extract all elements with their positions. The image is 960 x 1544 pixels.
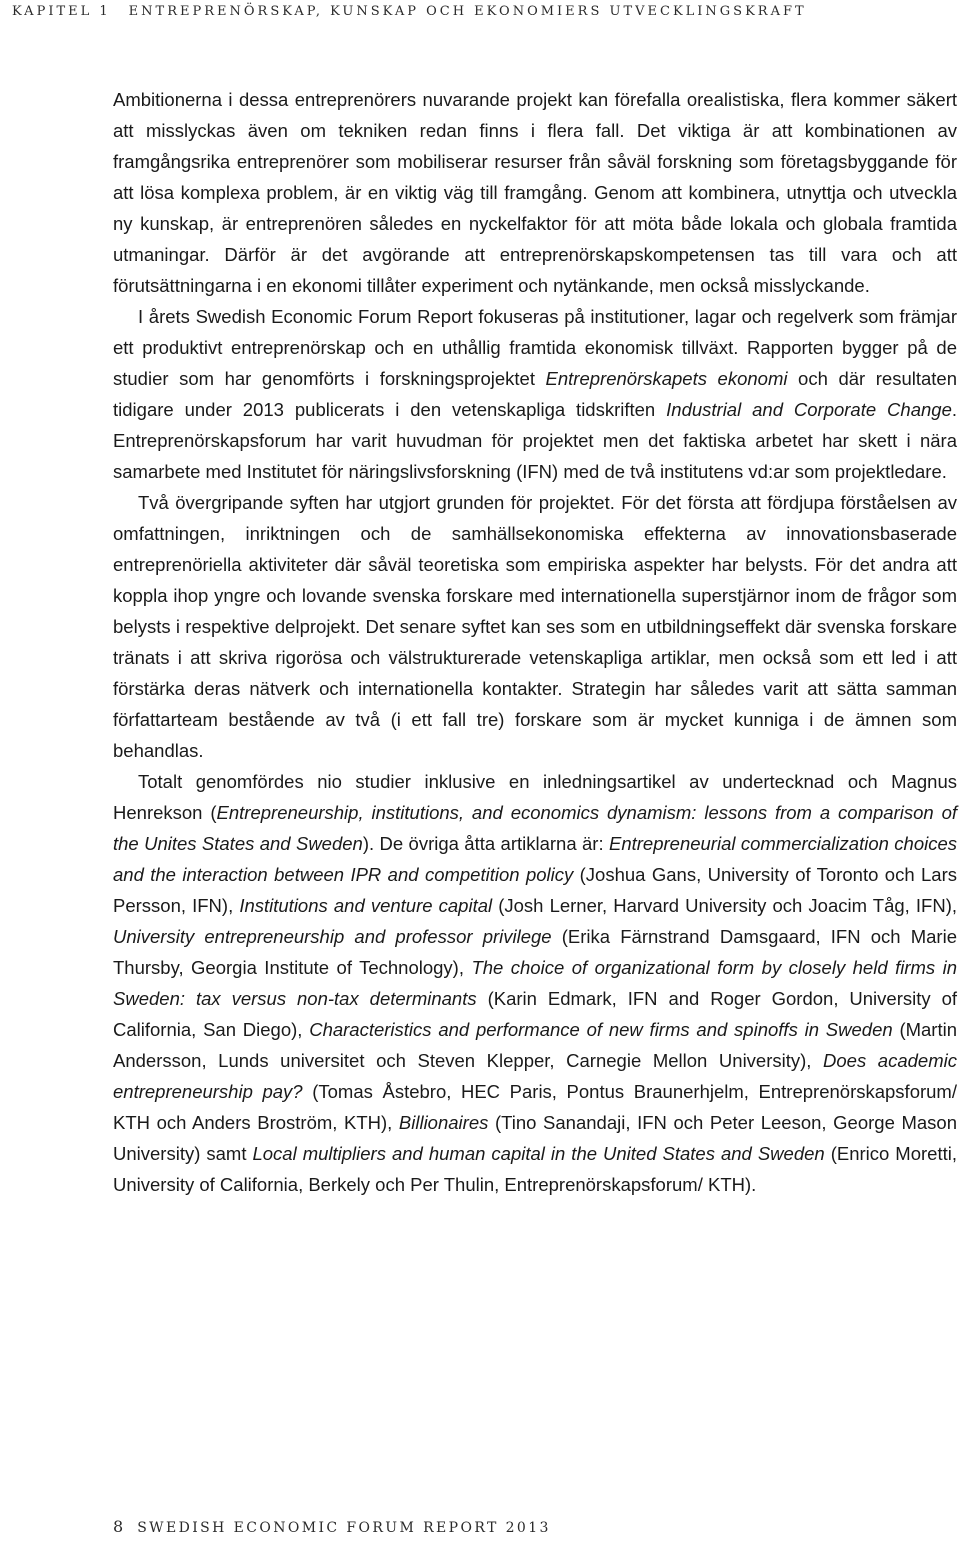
- italic-title: Entrepreneurial commercialization choices and the interaction between IPR and competition policy: [113, 833, 958, 885]
- paragraph: [113, 487, 957, 766]
- italic-title: Industrial and Corporate Change: [666, 399, 952, 420]
- text-run: (Josh Lerner, Harvard University och Joacim Tåg, IFN),: [492, 895, 958, 916]
- italic-title: Entreprenörskapets ekonomi: [545, 368, 788, 389]
- text-run: och där resultaten tidigare under 2013 publicerats i den vetenskapliga tidskriften: [113, 368, 957, 420]
- body-text: [113, 84, 957, 1200]
- page-footer: [113, 1517, 551, 1536]
- italic-title: Entrepreneurship, institutions, and economics dynamism: lessons from a comparison of the Unites States and Sweden: [113, 802, 958, 854]
- text-run: I årets Swedish Economic Forum Report fokuseras på institutioner, lagar och regelverk som främjar ett produktivt entreprenörskap och en uthållig framtida ekonomisk tillväxt. Rapporten bygger på de studier som har genomförts i forskningsprojektet: [113, 306, 957, 389]
- text-run: (Tomas Åstebro, HEC Paris, Pontus Braunerhjelm, Entreprenörskapsforum/ KTH och Anders Broström, KTH),: [113, 1081, 957, 1133]
- text-run: . Entreprenörskapsforum har varit huvudman för projektet men det faktiska arbetet har skett i nära samarbete med Institutet för näringslivsforskning (IFN) med de två institutens vd:ar som projektledare.: [113, 399, 957, 482]
- italic-title: The choice of organizational form by closely held firms in Sweden: tax versus non-tax determinants: [113, 957, 957, 1009]
- text-run: ). De övriga åtta artiklarna är:: [362, 833, 609, 854]
- italic-title: Institutions and venture capital: [239, 895, 493, 916]
- italic-title: Does academic entrepreneurship pay?: [113, 1050, 957, 1102]
- text-run: (Erika Färnstrand Damsgaard, IFN och Marie Thursby, Georgia Institute of Technology),: [113, 926, 957, 978]
- paragraph: [113, 301, 957, 487]
- text-run: (Karin Edmark, IFN and Roger Gordon, University of California, San Diego),: [113, 988, 957, 1040]
- paragraph: [113, 766, 957, 1200]
- italic-title: Local multipliers and human capital in the United States and Sweden: [252, 1143, 825, 1164]
- text-run: (Martin Andersson, Lunds universitet och Steven Klepper, Carnegie Mellon University),: [113, 1019, 958, 1071]
- text-run: Totalt genomfördes nio studier inklusive en inledningsartikel av undertecknad och Magnus Henrekson (: [113, 771, 957, 823]
- chapter-title: ENTREPRENÖRSKAP, KUNSKAP OCH EKONOMIERS UTVECKLINGSKRAFT: [128, 4, 807, 19]
- chapter-label: KAPITEL 1: [12, 4, 111, 19]
- italic-title: Billionaires: [398, 1112, 489, 1133]
- text-run: (Tino Sanandaji, IFN och Peter Leeson, George Mason University) samt: [113, 1112, 957, 1164]
- italic-title: University entrepreneurship and professor privilege: [113, 926, 552, 947]
- text-run: Två övergripande syften har utgjort grunden för projektet. För det första att fördjupa förståelsen av omfattningen, inriktningen och de samhällsekonomiska effekterna av innovationsbaserade entreprenöriella aktiviteter där såväl teoretiska som empiriska aspekter har belysts. För det andra att koppla ihop yngre och lovande svenska forskare med internationella superstjärnor inom de frågor som belysts i respektive delprojekt. Det senare syftet kan ses som en utbildningseffekt där svenska forskare tränats i att skriva rigorösa och välstrukturerade vetenskapliga artiklar, men också som ett led i att förstärka deras nätverk och internationella kontakter. Strategin har således varit att sätta samman författarteam bestående av två (i ett fall tre) forskare som är mycket kunniga i de ämnen som behandlas.: [113, 492, 957, 761]
- page-number: 8: [113, 1517, 124, 1536]
- text-run: (Joshua Gans, University of Toronto och Lars Persson, IFN),: [113, 864, 957, 916]
- text-run: (Enrico Moretti, University of California, Berkely och Per Thulin, Entreprenörskapsforum/ KTH).: [113, 1143, 957, 1195]
- running-header: [12, 4, 932, 19]
- text-run: Ambitionerna i dessa entreprenörers nuvarande projekt kan förefalla orealistiska, flera kommer säkert att misslyckas även om tekniken redan finns i flera fall. Det viktiga är att kombinationen av framgångsrika entreprenörer som mobiliserar resurser från såväl forskning som företagsbyggande för att lösa komplexa problem, är en viktig väg till framgång. Genom att kombinera, utnyttja och utveckla ny kunskap, är entreprenören således en nyckelfaktor för att möta både lokala och globala framtida utmaningar. Därför är det avgörande att entreprenörskapskompetensen tas till vara och att förutsättningarna i en ekonomi tillåter experiment och nytänkande, men också misslyckande.: [113, 89, 957, 296]
- paragraph: [113, 84, 957, 301]
- report-title: SWEDISH ECONOMIC FORUM REPORT 2013: [137, 1520, 551, 1536]
- italic-title: Characteristics and performance of new firms and spinoffs in Sweden: [309, 1019, 893, 1040]
